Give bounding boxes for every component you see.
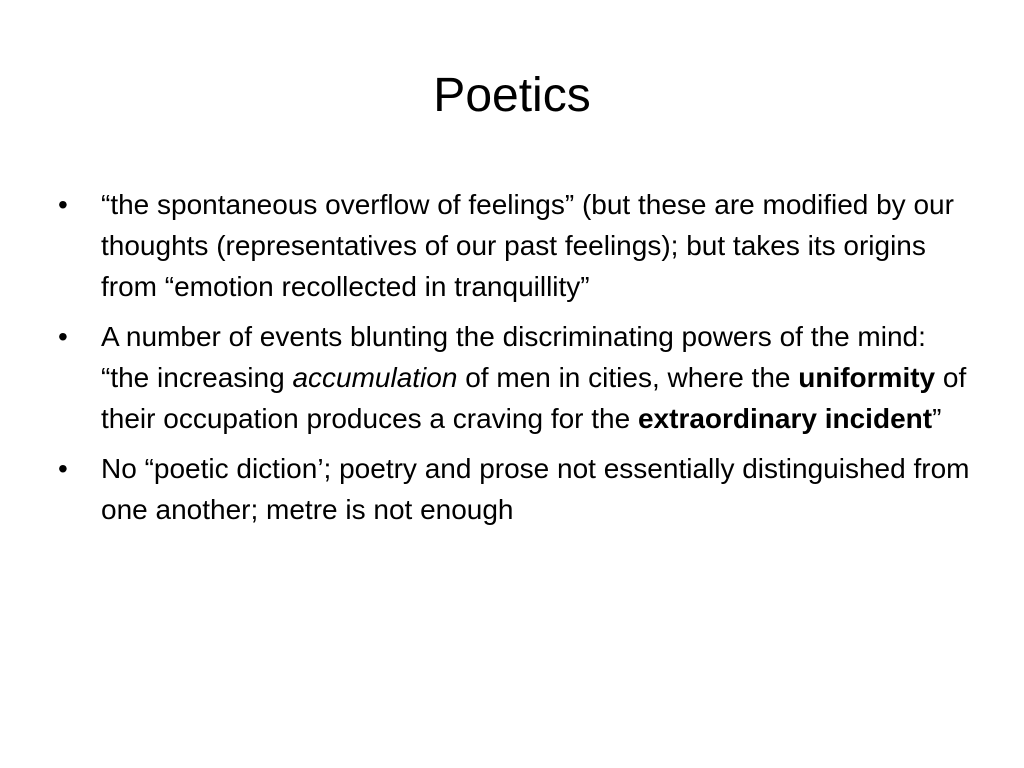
bullet-icon: • — [58, 453, 68, 484]
emphasis-extraordinary-incident: extraordinary incident — [637, 403, 933, 434]
slide-title: Poetics — [433, 69, 591, 122]
emphasis-accumulation: accumulation — [292, 362, 458, 393]
bullet-text: of men in cities, where the — [457, 362, 799, 393]
bullet-text: ” — [932, 403, 942, 434]
bullet-text: A number of events blunting the discriminating powers of the mind: “the increasing — [101, 321, 926, 393]
bullet-text: “the spontaneous overflow of feelings” (but these are modified by our thoughts (representatives of our past feelings); but takes its origins from “emotion recollected in tranquillity” — [101, 189, 954, 302]
bullet-item-spontaneous-overflow — [58, 184, 978, 307]
bullet-item-events-blunting — [58, 316, 978, 439]
bullet-text: No “poetic diction’; poetry and prose not essentially distinguished from one another; metre is not enough — [101, 453, 970, 525]
emphasis-uniformity: uniformity — [798, 362, 936, 393]
bullet-item-poetic-diction — [58, 448, 978, 530]
bullet-list — [58, 184, 978, 539]
bullet-icon: • — [58, 189, 68, 220]
bullet-icon: • — [58, 321, 68, 352]
bullet-text: of their occupation produces a craving for the — [101, 362, 967, 434]
